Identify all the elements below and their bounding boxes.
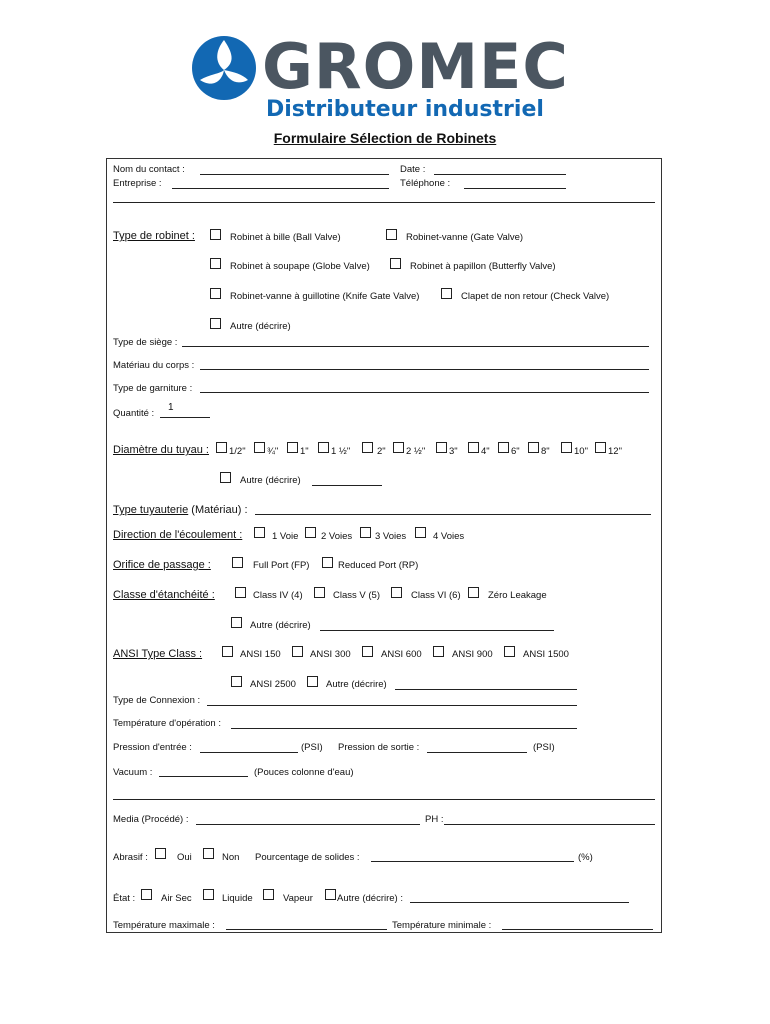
diam-4-label: 4" (481, 446, 490, 457)
diam-2-label: 2" (377, 446, 386, 457)
diametre-label: Diamètre du tuyau : (113, 444, 209, 456)
separator-line (113, 202, 655, 203)
diam-12-label: 12" (608, 446, 622, 457)
temp-max-field[interactable] (226, 929, 387, 930)
separator-line-2 (113, 799, 655, 800)
abrasif-oui-label: Oui (177, 852, 192, 863)
nom-label: Nom du contact : (113, 164, 185, 175)
full-port-checkbox[interactable] (232, 557, 243, 568)
connexion-label: Type de Connexion : (113, 695, 201, 706)
diam-autre-field[interactable] (312, 485, 382, 486)
temp-min-label: Température minimale : (392, 920, 492, 931)
diam-6-label: 6" (511, 446, 520, 457)
vacuum-unit: (Pouces colonne d'eau) (254, 767, 354, 778)
diam-2-5-checkbox[interactable] (393, 442, 404, 453)
diam-3-checkbox[interactable] (436, 442, 447, 453)
class-v-checkbox[interactable] (314, 587, 325, 598)
etancheite-label: Classe d'étanchéité : (113, 589, 215, 601)
media-label: Media (Procédé) : (113, 814, 189, 825)
pression-sortie-unit: (PSI) (533, 742, 555, 753)
diam-1-checkbox[interactable] (287, 442, 298, 453)
solides-label: Pourcentage de solides : (255, 852, 360, 863)
siege-label: Type de siège : (113, 337, 178, 348)
temp-operation-field[interactable] (231, 728, 577, 729)
robinet-autre-checkbox[interactable] (210, 318, 221, 329)
pression-entree-unit: (PSI) (301, 742, 323, 753)
ansi-150-label: ANSI 150 (240, 649, 281, 660)
diam-autre-checkbox[interactable] (220, 472, 231, 483)
direction-label: Direction de l'écoulement : (113, 529, 243, 541)
diam-10-label: 10" (574, 446, 588, 457)
liquide-label: Liquide (222, 893, 253, 904)
robinet-autre-label: Autre (décrire) (230, 321, 291, 332)
orifice-label: Orifice de passage : (113, 559, 211, 571)
air-sec-checkbox[interactable] (141, 889, 152, 900)
diam-4-checkbox[interactable] (468, 442, 479, 453)
ansi-2500-checkbox[interactable] (231, 676, 242, 687)
voie-4-label: 4 Voies (433, 531, 465, 542)
class-iv-label: Class IV (4) (253, 590, 303, 601)
diam-3-4-checkbox[interactable] (254, 442, 265, 453)
class-vi-label: Class VI (6) (411, 590, 461, 601)
reduced-port-checkbox[interactable] (322, 557, 333, 568)
vapeur-checkbox[interactable] (263, 889, 274, 900)
ansi-300-checkbox[interactable] (292, 646, 303, 657)
abrasif-label: Abrasif : (113, 852, 148, 863)
check-valve-checkbox[interactable] (441, 288, 452, 299)
tuyauterie-suffix: (Matériau) : (191, 504, 248, 516)
vacuum-field[interactable] (159, 776, 248, 777)
ansi-label: ANSI Type Class : (113, 648, 203, 660)
air-sec-label: Air Sec (161, 893, 192, 904)
ansi-autre-field[interactable] (395, 689, 577, 690)
voie-2-label: 2 Voies (321, 531, 353, 542)
etancheite-autre-label: Autre (décrire) (250, 620, 311, 631)
quantite-value[interactable]: 1 (168, 402, 174, 413)
type-robinet-label: Type de robinet : (113, 230, 195, 242)
pression-entree-label: Pression d'entrée : (113, 742, 192, 753)
diam-8-label: 8" (541, 446, 550, 457)
garniture-label: Type de garniture : (113, 383, 193, 394)
ansi-900-checkbox[interactable] (433, 646, 444, 657)
class-v-label: Class V (5) (333, 590, 380, 601)
etancheite-autre-field[interactable] (320, 630, 554, 631)
check-valve-label: Clapet de non retour (Check Valve) (461, 291, 610, 302)
vapeur-label: Vapeur (283, 893, 313, 904)
liquide-checkbox[interactable] (203, 889, 214, 900)
tuyauterie-label: Type tuyauterie (113, 504, 189, 516)
temp-max-label: Température maximale : (113, 920, 215, 931)
diam-12-checkbox[interactable] (595, 442, 606, 453)
class-vi-checkbox[interactable] (391, 587, 402, 598)
abrasif-non-checkbox[interactable] (203, 848, 214, 859)
temp-min-field[interactable] (502, 929, 653, 930)
etat-autre-field[interactable] (410, 902, 629, 903)
pression-sortie-label: Pression de sortie : (338, 742, 420, 753)
solides-field[interactable] (371, 861, 574, 862)
form-frame (106, 158, 662, 933)
voie-1-checkbox[interactable] (254, 527, 265, 538)
entreprise-label: Entreprise : (113, 178, 162, 189)
logo-text: GROMEC (262, 30, 569, 103)
zero-leakage-label: Zéro Leakage (488, 590, 547, 601)
ansi-600-label: ANSI 600 (381, 649, 422, 660)
siege-field[interactable] (182, 346, 649, 347)
form-title: Formulaire Sélection de Robinets (273, 130, 497, 146)
ball-valve-label: Robinet à bille (Ball Valve) (230, 232, 341, 243)
quantite-field[interactable] (160, 417, 210, 418)
gate-valve-checkbox[interactable] (386, 229, 397, 240)
full-port-label: Full Port (FP) (253, 560, 310, 571)
butterfly-valve-checkbox[interactable] (390, 258, 401, 269)
diam-1-label: 1" (300, 446, 309, 457)
ph-field[interactable] (444, 824, 655, 825)
class-iv-checkbox[interactable] (235, 587, 246, 598)
diam-1-2-checkbox[interactable] (216, 442, 227, 453)
nom-field[interactable] (200, 174, 389, 175)
diam-1-2-label: 1/2" (229, 446, 246, 457)
voie-3-checkbox[interactable] (360, 527, 371, 538)
diam-6-checkbox[interactable] (498, 442, 509, 453)
temp-operation-label: Température d'opération : (113, 718, 221, 729)
ansi-150-checkbox[interactable] (222, 646, 233, 657)
butterfly-valve-label: Robinet à papillon (Butterfly Valve) (410, 261, 556, 272)
materiau-label: Matériau du corps : (113, 360, 195, 371)
telephone-field[interactable] (464, 188, 566, 189)
pression-sortie-field[interactable] (427, 752, 527, 753)
diam-3-label: 3" (449, 446, 458, 457)
ansi-600-checkbox[interactable] (362, 646, 373, 657)
ball-valve-checkbox[interactable] (210, 229, 221, 240)
knife-gate-checkbox[interactable] (210, 288, 221, 299)
ansi-900-label: ANSI 900 (452, 649, 493, 660)
voie-3-label: 3 Voies (375, 531, 407, 542)
gate-valve-label: Robinet-vanne (Gate Valve) (406, 232, 524, 243)
ansi-1500-checkbox[interactable] (504, 646, 515, 657)
ansi-autre-label: Autre (décrire) (326, 679, 387, 690)
globe-valve-label: Robinet à soupape (Globe Valve) (230, 261, 370, 272)
entreprise-field[interactable] (172, 188, 389, 189)
date-label: Date : (400, 164, 426, 175)
reduced-port-label: Reduced Port (RP) (338, 560, 419, 571)
quantite-label: Quantité : (113, 408, 155, 419)
diam-1-5-checkbox[interactable] (318, 442, 329, 453)
telephone-label: Téléphone : (400, 178, 451, 189)
diam-10-checkbox[interactable] (561, 442, 572, 453)
knife-gate-label: Robinet-vanne à guillotine (Knife Gate Valve) (230, 291, 420, 302)
media-field[interactable] (196, 824, 420, 825)
etat-autre-label: Autre (décrire) : (337, 893, 403, 904)
ansi-2500-label: ANSI 2500 (250, 679, 296, 690)
voie-1-label: 1 Voie (272, 531, 299, 542)
etat-autre-checkbox[interactable] (325, 889, 336, 900)
diam-autre-label: Autre (décrire) (240, 475, 301, 486)
solides-unit: (%) (578, 852, 593, 863)
connexion-field[interactable] (207, 705, 577, 706)
zero-leakage-checkbox[interactable] (468, 587, 479, 598)
ansi-autre-checkbox[interactable] (307, 676, 318, 687)
date-field[interactable] (434, 174, 566, 175)
etancheite-autre-checkbox[interactable] (231, 617, 242, 628)
diam-3-4-label: ¾" (267, 446, 279, 457)
abrasif-non-label: Non (222, 852, 240, 863)
abrasif-oui-checkbox[interactable] (155, 848, 166, 859)
diam-2-5-label: 2 ½" (406, 446, 426, 457)
tuyauterie-field[interactable] (255, 514, 651, 515)
logo-subtitle: Distributeur industriel (266, 97, 544, 122)
globe-valve-checkbox[interactable] (210, 258, 221, 269)
etat-label: État : (113, 893, 136, 904)
pression-entree-field[interactable] (200, 752, 298, 753)
diam-1-5-label: 1 ½" (331, 446, 351, 457)
diam-2-checkbox[interactable] (362, 442, 373, 453)
vacuum-label: Vacuum : (113, 767, 153, 778)
tuyauterie-row (113, 504, 248, 516)
materiau-field[interactable] (200, 369, 649, 370)
voie-4-checkbox[interactable] (415, 527, 426, 538)
voie-2-checkbox[interactable] (305, 527, 316, 538)
diam-8-checkbox[interactable] (528, 442, 539, 453)
ansi-1500-label: ANSI 1500 (523, 649, 569, 660)
ph-label: PH : (425, 814, 444, 825)
garniture-field[interactable] (200, 392, 649, 393)
ansi-300-label: ANSI 300 (310, 649, 351, 660)
